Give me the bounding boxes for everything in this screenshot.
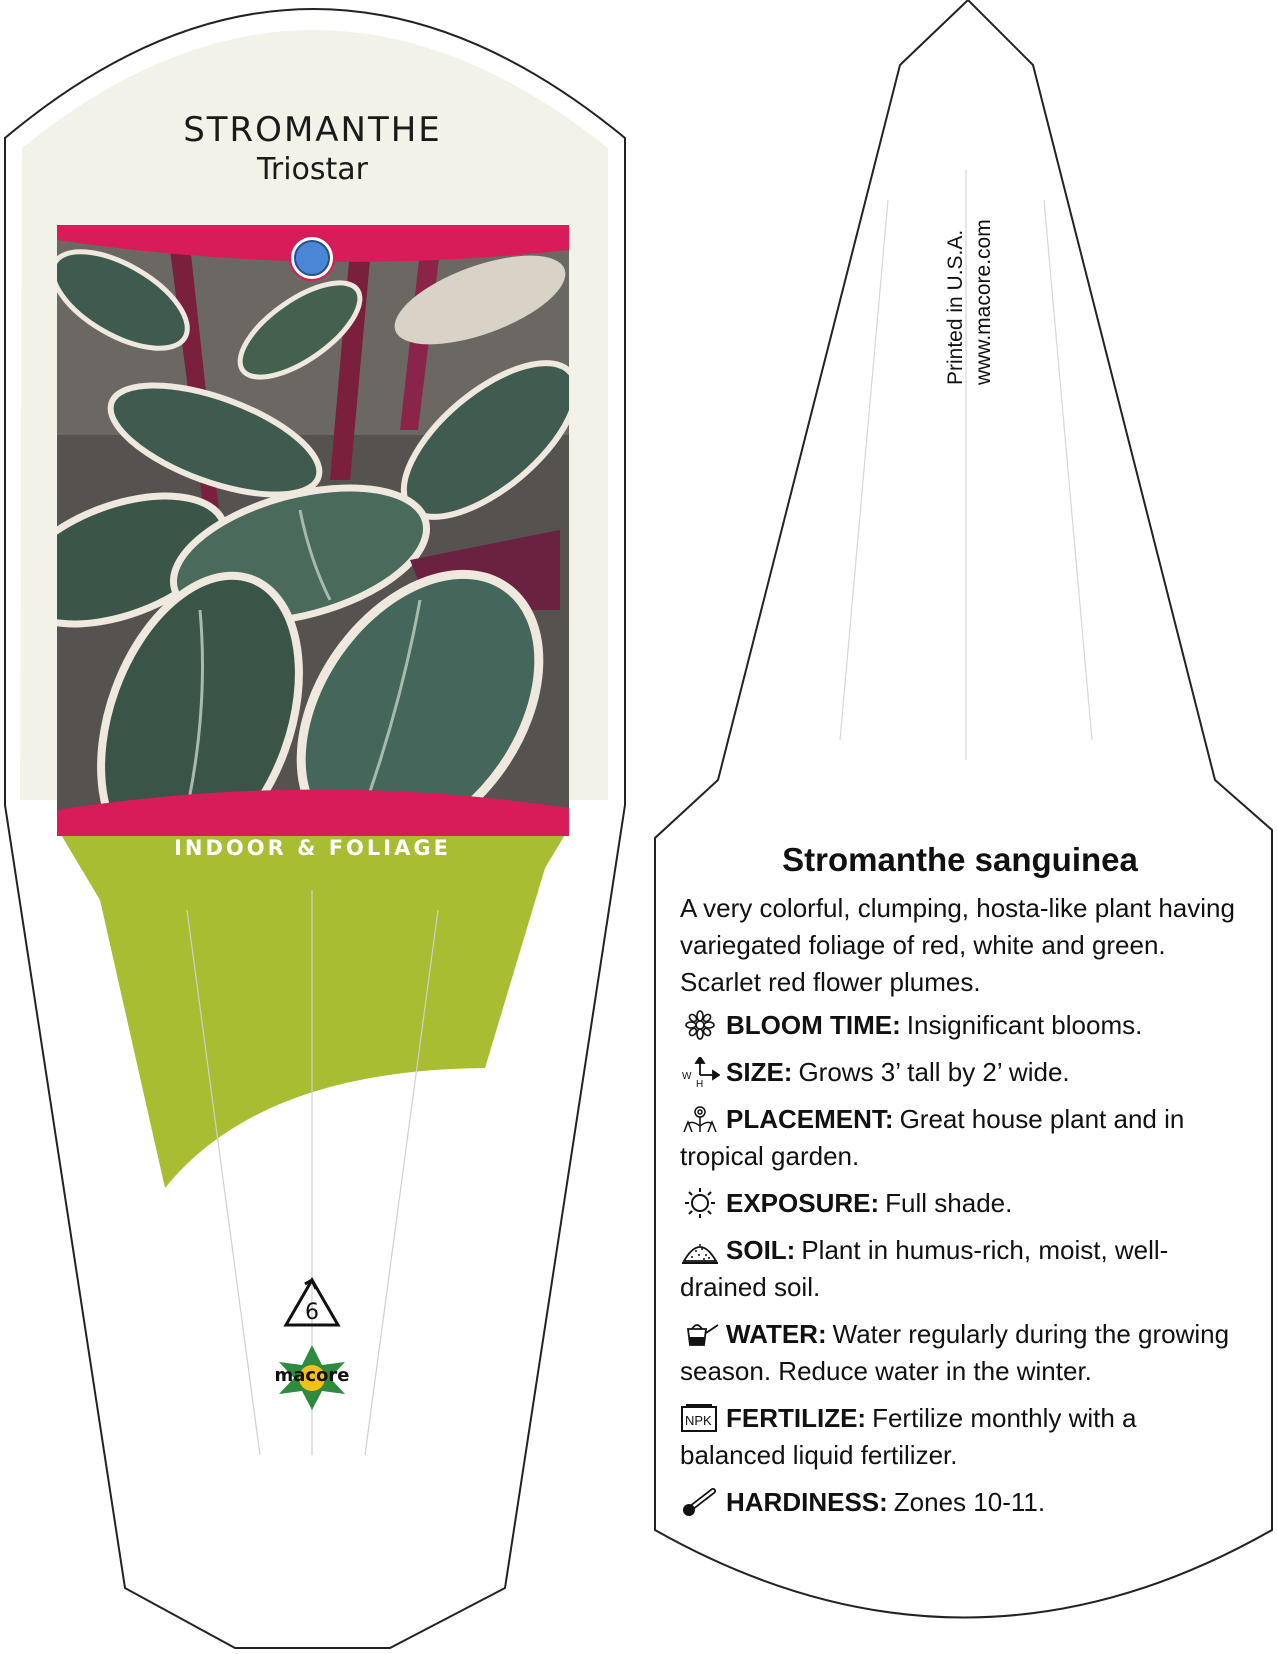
size-h-label: H [696,1079,704,1087]
flower-icon [680,1010,720,1040]
care-hardiness [680,1484,1240,1521]
front-subtitle: Triostar [256,152,369,187]
care-size [680,1054,1240,1091]
website-text: www.macore.com [972,219,995,385]
care-text: Water regularly during the growing season. Reduce water in the winter. [680,1319,1230,1386]
soil-mound-icon [680,1235,720,1265]
care-label: SOIL: [726,1235,796,1265]
category-label: INDOOR & FOLIAGE [174,836,451,860]
care-fertilize [680,1400,1240,1474]
care-label: EXPOSURE: [726,1188,880,1218]
care-exposure [680,1185,1240,1222]
care-text: Full shade. [885,1188,1013,1218]
sun-icon [680,1188,720,1218]
npk-label: NPK [685,1413,712,1428]
care-text: Insignificant blooms. [906,1010,1143,1040]
care-text: Fertilize monthly with a balanced liquid fertilizer. [680,1403,1137,1470]
care-bloom-time [680,1007,1240,1044]
care-water [680,1316,1240,1390]
care-label: FERTILIZE: [726,1403,867,1433]
care-label: PLACEMENT: [726,1104,894,1134]
size-arrows-icon [680,1057,720,1087]
care-text: Plant in humus-rich, moist, well-drained soil. [680,1235,1169,1302]
npk-fertilizer-icon [680,1403,720,1433]
care-label: HARDINESS: [726,1487,888,1517]
care-placement [680,1101,1240,1175]
brand-name: macore [274,1365,350,1386]
thermometer-icon [680,1487,720,1517]
recycle-code: 6 [305,1300,319,1325]
scientific-name: Stromanthe sanguinea [782,841,1138,878]
plant-description: A very colorful, clumping, hosta-like plant having variegated foliage of red, white and green. Scarlet red flower plumes. [680,893,1235,997]
care-label: WATER: [726,1319,827,1349]
printed-in-text: Printed in U.S.A. [944,229,967,385]
care-text: Grows 3’ tall by 2’ wide. [798,1057,1070,1087]
care-label: SIZE: [726,1057,793,1087]
size-w-label: W [682,1071,692,1082]
care-soil [680,1232,1240,1306]
watering-can-icon [680,1319,720,1349]
front-title: STROMANTHE [183,110,442,150]
care-text: Great house plant and in tropical garden. [680,1104,1185,1171]
garden-placement-icon [680,1104,720,1134]
back-info-panel [680,840,1240,1531]
care-label: BLOOM TIME: [726,1010,901,1040]
care-text: Zones 10-11. [893,1487,1046,1517]
